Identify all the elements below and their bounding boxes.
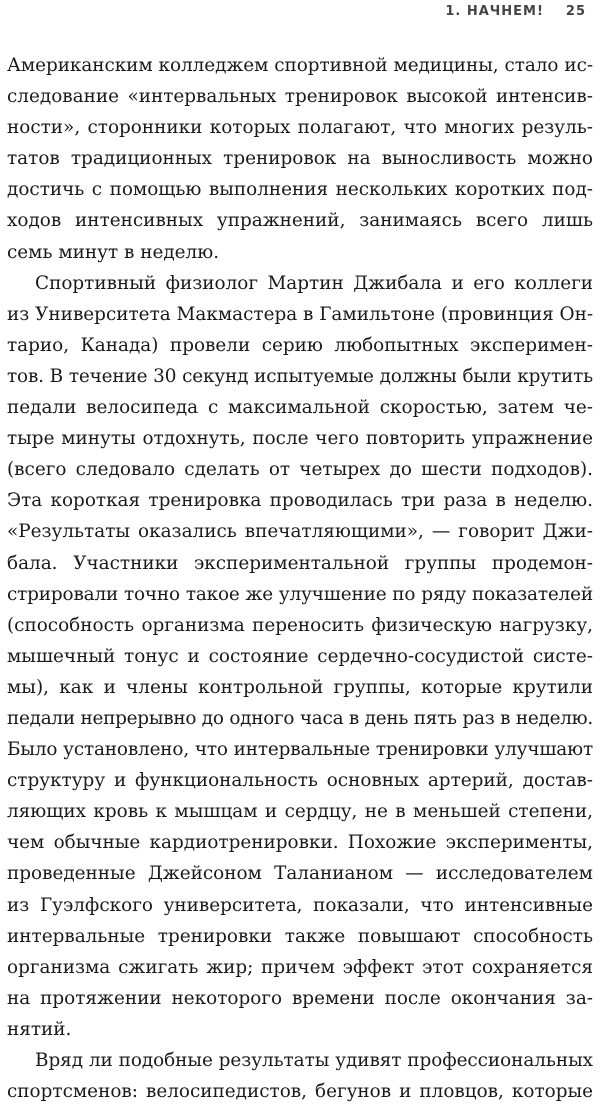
text-line: Спортивный физиолог Мартин Джибала и его коллеги <box>35 272 593 294</box>
text-line: стрировали точно такое же улучшение по ряду показателей <box>7 583 593 605</box>
text-line: из Университета Макмастера в Гамильтоне (провинция Он- <box>7 303 594 325</box>
text-line: Вряд ли подобные результаты удивят профессиональных <box>35 1050 593 1071</box>
text-line: Было установлено, что интервальные тренировки улучшают <box>7 739 593 761</box>
text-line: (способность организма переносить физическую нагрузку, <box>7 614 593 636</box>
text-line: тарио, Канада) провели серию любопытных эксперимен- <box>7 334 593 356</box>
text-line: нятий. <box>7 1018 72 1040</box>
text-line: проведенные Джейсоном Таланианом — исследователем <box>7 863 593 885</box>
text-line: организма сжигать жир; причем эффект этот сохраняется <box>7 956 593 978</box>
text-line: достичь с помощью выполнения нескольких коротких под- <box>7 179 593 201</box>
text-line: тов. В течение 30 секунд испытуемые должны были крутить <box>7 365 593 387</box>
text-line: интервальные тренировки также повышают способность <box>7 925 593 947</box>
paragraph <box>7 268 593 1045</box>
text-line: семь минут в неделю. <box>7 241 220 263</box>
text-line: татов традиционных тренировок на выносливость можно <box>7 148 593 170</box>
text-line: ходов интенсивных упражнений, занимаясь всего лишь <box>7 210 593 232</box>
page-number: 25 <box>565 4 586 19</box>
text-line: из Гуэлфского университета, показали, что интенсивные <box>7 894 593 916</box>
text-line: бала. Участники экспериментальной группы продемон- <box>7 552 593 574</box>
text-body <box>7 50 593 1107</box>
chapter-title: 1. НАЧНЕМ! <box>445 4 544 19</box>
text-line: на протяжении некоторого времени после окончания за- <box>7 987 593 1009</box>
paragraph <box>7 1045 593 1107</box>
text-line: мы), как и члены контрольной группы, которые крутили <box>7 676 593 698</box>
text-line: следование «интервальных тренировок высокой интенсив- <box>7 86 593 108</box>
text-line: «Результаты оказались впечатляющими», — говорит Джи- <box>7 521 593 543</box>
text-line: чем обычные кардиотренировки. Похожие эксперименты, <box>7 832 593 854</box>
running-head <box>445 4 586 19</box>
text-line: тыре минуты отдохнуть, после чего повторить упражнение <box>7 428 593 450</box>
text-line: ности», сторонники которых полагают, что многих резуль- <box>7 117 593 139</box>
text-line: Американским колледжем спортивной медицины, стало ис- <box>7 55 593 76</box>
text-line: (всего следовало сделать от четырех до шести подходов). <box>7 459 593 481</box>
paragraph <box>7 50 593 268</box>
text-line: педали велосипеда с максимальной скоростью, затем че- <box>7 397 593 419</box>
text-line: мышечный тонус и состояние сердечно-сосудистой систе- <box>7 645 593 667</box>
text-line: Эта короткая тренировка проводилась три раза в неделю. <box>7 490 593 512</box>
text-line: спортсменов: велосипедистов, бегунов и пловцов, которые <box>7 1081 593 1103</box>
text-line: структуру и функциональность основных артерий, достав- <box>7 770 593 792</box>
text-line: педали непрерывно до одного часа в день пять раз в неделю. <box>7 707 593 729</box>
text-line: ляющих кровь к мышцам и сердцу, не в меньшей степени, <box>7 801 593 823</box>
